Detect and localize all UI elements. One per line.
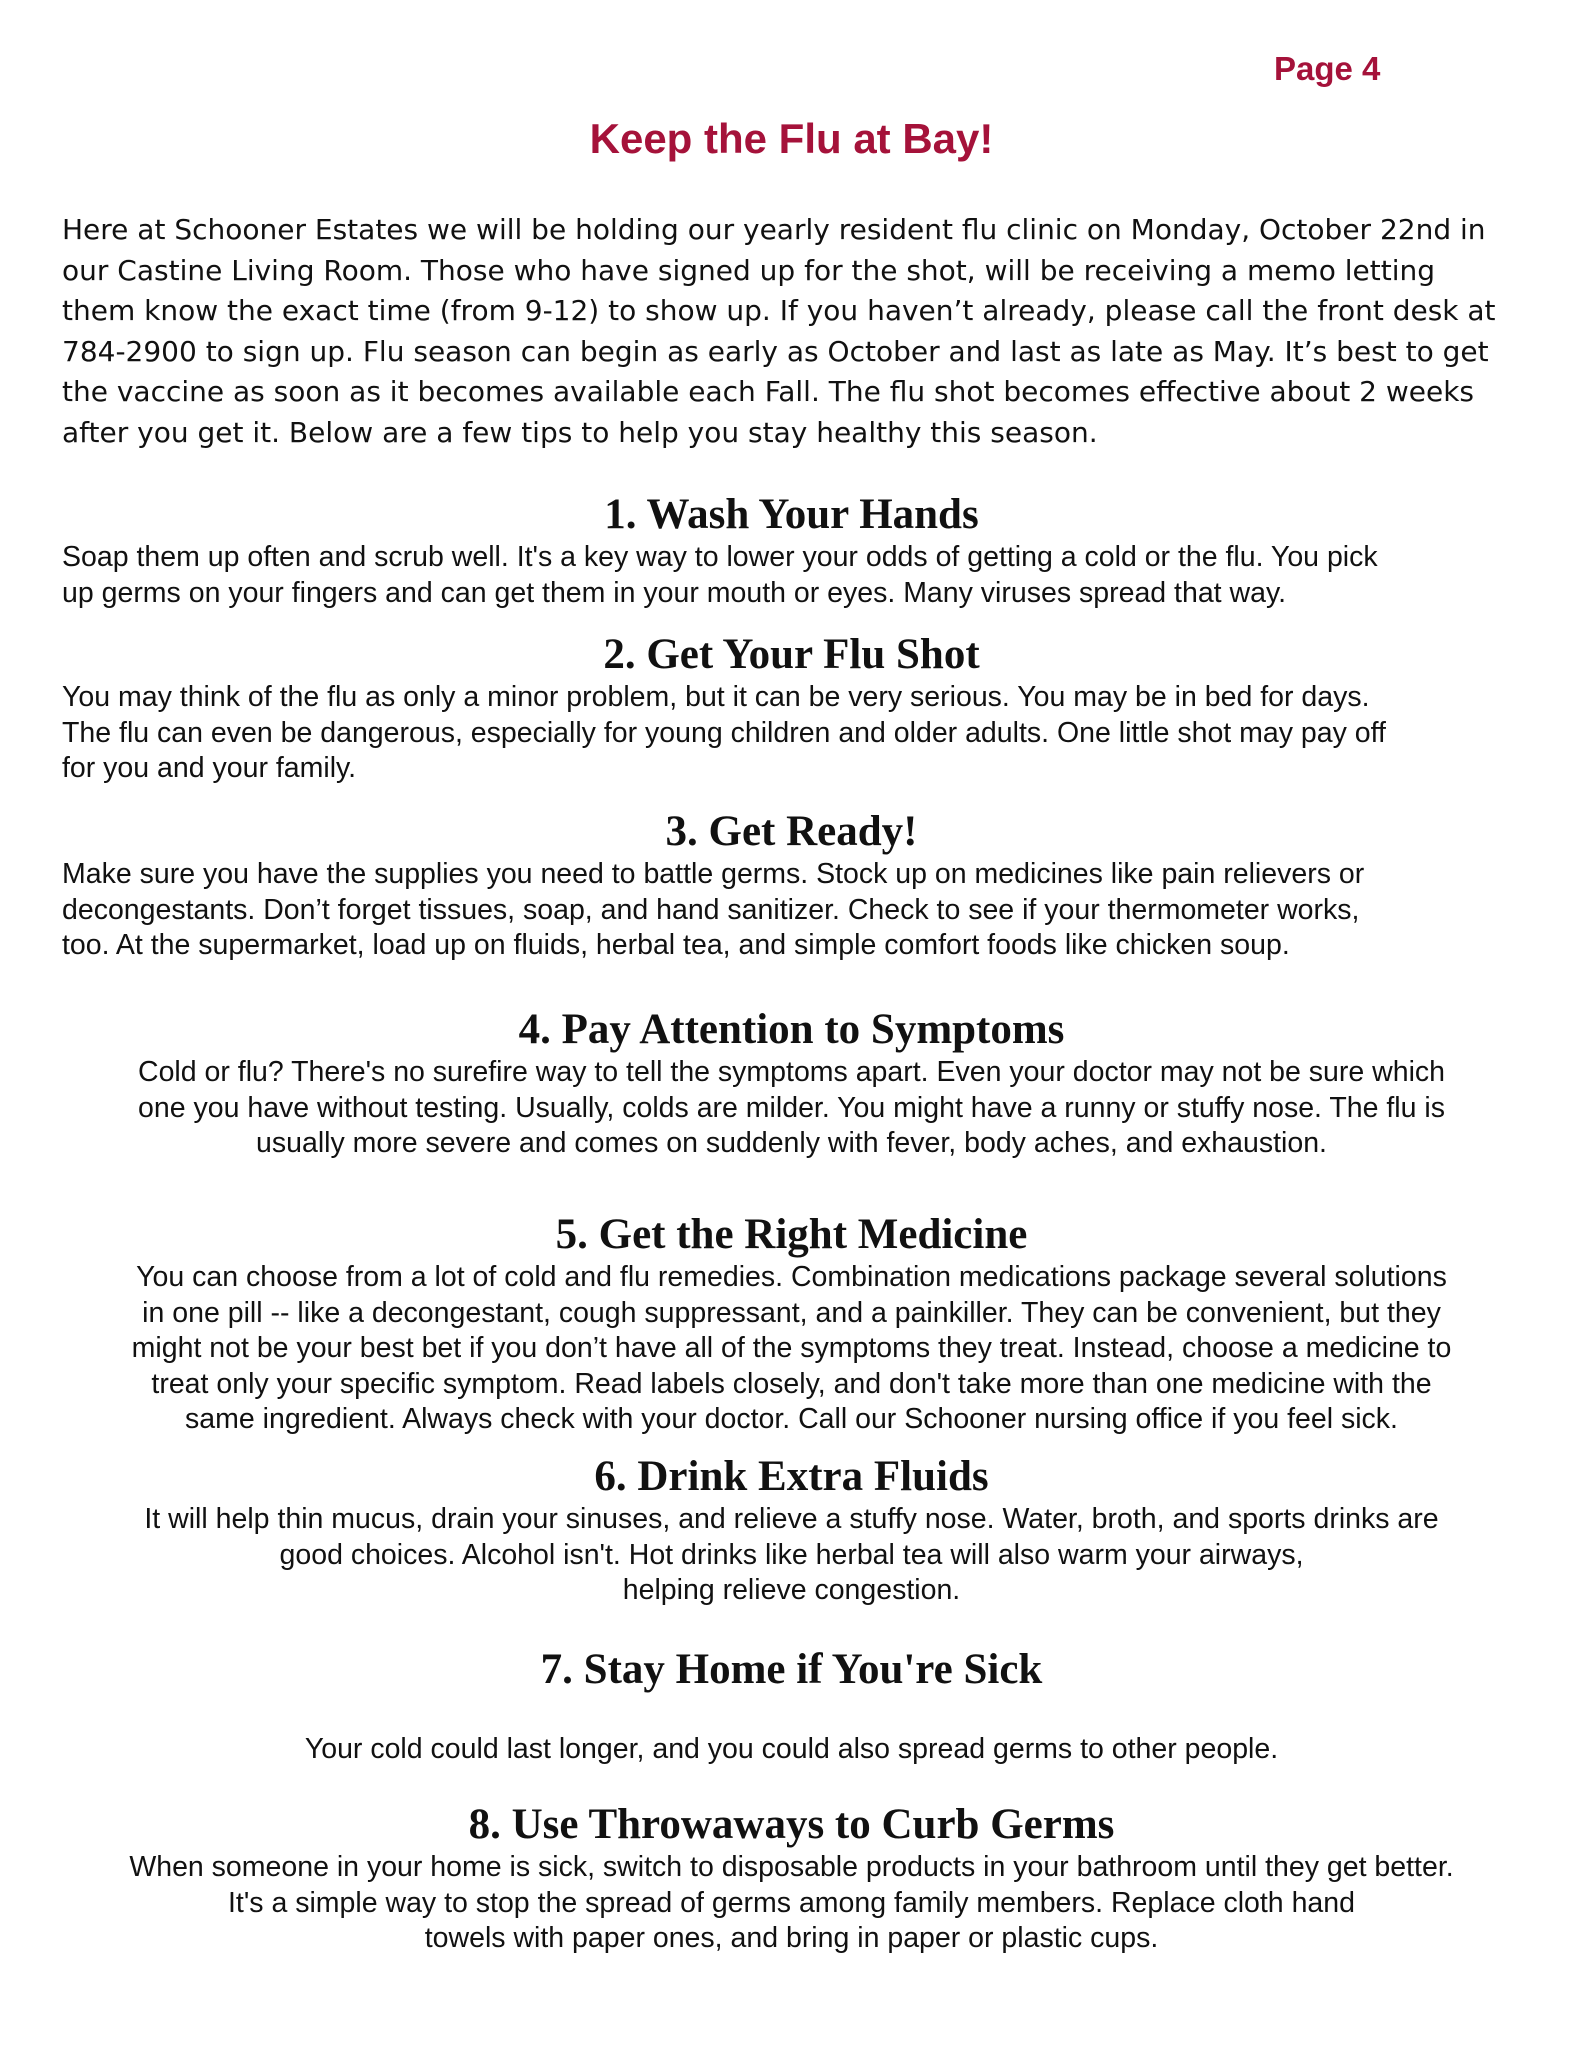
tip-body-flu-shot [62,680,1522,787]
tip-body-symptoms [40,1055,1543,1162]
tip-heading-flu-shot: 2. Get Your Flu Shot [603,631,980,678]
tip-line: You can choose from a lot of cold and flu remedies. Combination medications package several solutions [136,1261,1447,1293]
tip-body-fluids [40,1502,1543,1609]
tip-heading-stay-home: 7. Stay Home if You're Sick [540,1646,1043,1693]
tip-line: Your cold could last longer, and you could also spread germs to other people. [304,1733,1279,1765]
page-number: Page 4 [1274,50,1381,87]
tip-line: Make sure you have the supplies you need to battle germs. Stock up on medicines like pain relievers or [62,858,1365,890]
tip-heading-wash-hands: 1. Wash Your Hands [604,491,979,538]
tip-heading-get-ready: 3. Get Ready! [665,808,918,855]
intro-line: them know the exact time (from 9-12) to show up. If you haven’t already, please call the front desk at [62,294,1496,327]
tip-body-right-medicine [40,1260,1543,1438]
tip-line: one you have without testing. Usually, colds are milder. You might have a runny or stuffy nose. The flu is [138,1091,1445,1124]
tip-line: treat only your specific symptom. Read labels closely, and don't take more than one medicine with the [151,1367,1432,1400]
intro-paragraph [62,210,1532,453]
intro-line: after you get it. Below are a few tips to help you stay healthy this season. [62,415,1098,449]
tip-line: same ingredient. Always check with your doctor. Call our Schooner nursing office if you feel sick. [185,1403,1398,1435]
tip-line: You may think of the flu as only a minor problem, but it can be very serious. You may be in bed for days. [62,681,1370,713]
tip-line: towels with paper ones, and bring in paper or plastic cups. [424,1922,1159,1954]
tip-body-throwaways [40,1850,1543,1957]
tip-line: Soap them up often and scrub well. It's a key way to lower your odds of getting a cold or the flu. You pick [62,541,1378,573]
intro-line: our Castine Living Room. Those who have signed up for the shot, will be receiving a memo letting [62,253,1436,287]
page-title: Keep the Flu at Bay! [589,115,994,162]
tip-line: decongestants. Don’t forget tissues, soap, and hand sanitizer. Check to see if your thermometer works, [62,893,1360,926]
intro-line: Here at Schooner Estates we will be holding our yearly resident flu clinic on Monday, October 22nd in [62,213,1486,246]
tip-line: up germs on your fingers and can get them in your mouth or eyes. Many viruses spread that way. [62,576,1286,609]
tip-line: for you and your family. [62,752,357,784]
tip-line: helping relieve congestion. [622,1574,961,1606]
tip-body-wash-hands [62,540,1522,611]
tip-heading-symptoms: 4. Pay Attention to Symptoms [518,1006,1065,1053]
tip-line: Cold or flu? There's no surefire way to tell the symptoms apart. Even your doctor may not be sure which [137,1056,1446,1088]
tip-heading-fluids: 6. Drink Extra Fluids [594,1453,989,1500]
tip-line: good choices. Alcohol isn't. Hot drinks like herbal tea will also warm your airways, [279,1538,1304,1571]
tip-line: It's a simple way to stop the spread of germs among family members. Replace cloth hand [228,1886,1355,1919]
tip-line: usually more severe and comes on suddenly with fever, body aches, and exhaustion. [256,1127,1327,1159]
intro-line: the vaccine as soon as it becomes available each Fall. The flu shot becomes effective about 2 weeks [62,375,1475,408]
tip-line: When someone in your home is sick, switch to disposable products in your bathroom until they get better. [129,1851,1454,1883]
tip-heading-throwaways: 8. Use Throwaways to Curb Germs [468,1801,1115,1848]
tip-body-stay-home [40,1732,1543,1768]
tip-line: The flu can even be dangerous, especially for young children and older adults. One little shot may pay off [62,716,1386,749]
tip-line: too. At the supermarket, load up on fluids, herbal tea, and simple comfort foods like chicken soup. [62,929,1290,961]
tip-body-get-ready [62,857,1522,964]
tip-heading-right-medicine: 5. Get the Right Medicine [555,1211,1028,1258]
tip-line: in one pill -- like a decongestant, cough suppressant, and a painkiller. They can be convenient, but they [142,1296,1441,1329]
tip-line: It will help thin mucus, drain your sinuses, and relieve a stuffy nose. Water, broth, and sports drinks are [144,1503,1439,1535]
tip-line: might not be your best bet if you don’t have all of the symptoms they treat. Instead, choose a medicine to [131,1332,1452,1364]
intro-line: 784-2900 to sign up. Flu season can begin as early as October and last as late as May. It’s best to get [62,334,1489,368]
